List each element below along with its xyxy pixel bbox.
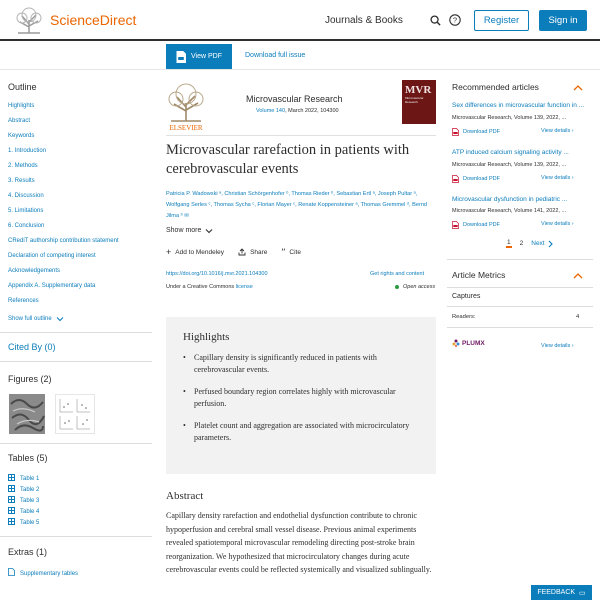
outline-item[interactable]: References (8, 298, 39, 304)
highlight-item: • Perfused boundary region correlates highly with microvascular perfusion. (183, 386, 423, 410)
cover-title: MVR (405, 84, 432, 96)
cite-label: Cite (289, 248, 301, 256)
cite-button[interactable] (281, 247, 301, 257)
figure-thumbnail[interactable] (55, 394, 95, 434)
outline-item[interactable]: 5. Limitations (8, 208, 44, 214)
abstract-text: Capillary density rarefaction and endothelial dysfunction contribute to chronic hypoperfusion and cerebral small vessel disease. Previous animal experiments revealed spatiotemporal microvascular remodeling directing post-stroke brain reorganization. We hypothesized that microcirculatory changes during acute cerebrovascular events could be reflected systemically and visualized sublingually. (166, 511, 432, 574)
outline-item[interactable]: 6. Conclusion (8, 223, 45, 229)
extras-heading: Extras (1) (8, 547, 48, 557)
outline-item[interactable]: CRediT authorship contribution statement (8, 238, 119, 244)
journal-cover-image[interactable] (402, 80, 436, 124)
search-icon[interactable] (430, 15, 441, 26)
chart-thumbnail-image (56, 395, 94, 433)
get-rights-link[interactable]: Get rights and content (370, 271, 425, 277)
plumx-logo[interactable] (452, 339, 485, 347)
sidebar-divider (0, 536, 152, 537)
recommended-download-pdf[interactable] (452, 128, 500, 136)
plus-icon: + (166, 247, 172, 257)
quote-icon: ” (281, 247, 286, 257)
highlights-heading: Highlights (183, 331, 230, 343)
table-icon (8, 496, 15, 503)
outline-item[interactable]: Keywords (8, 133, 35, 139)
outline-item[interactable]: 4. Discussion (8, 193, 44, 199)
recommended-download-pdf[interactable] (452, 221, 500, 229)
pdf-icon (176, 51, 186, 63)
sidebar-divider (447, 327, 593, 328)
svg-text:?: ? (452, 15, 458, 25)
chevron-right-icon: › (571, 221, 574, 227)
chevron-right-icon: › (571, 175, 574, 181)
table-icon (8, 518, 15, 525)
outline-item[interactable]: Abstract (8, 118, 31, 124)
add-to-mendeley-label: Add to Mendeley (175, 248, 225, 256)
table-link[interactable] (8, 496, 39, 504)
view-details-label: View details (541, 175, 571, 181)
show-more-label: Show more (166, 227, 202, 234)
next-page-button[interactable] (531, 240, 552, 248)
outline-item[interactable]: Highlights (8, 103, 35, 109)
outline-item[interactable]: 2. Methods (8, 163, 38, 169)
register-button[interactable]: Register (474, 10, 529, 31)
capillary-image (9, 394, 45, 434)
chevron-down-icon (56, 316, 64, 322)
recommended-article-meta: Microvascular Research, Volume 141, 2022, ... (452, 208, 567, 214)
recommended-article-title[interactable]: ATP induced calcium signaling activity ... (452, 149, 569, 156)
plumx-label: PLUMX (462, 339, 485, 347)
table-link-label: Table 1 (20, 476, 40, 482)
download-pdf-label: Download PDF (463, 176, 500, 182)
author-list[interactable]: Patricia P. Wadowski ᵃ, Christian Schörgenhofer ᵇ, Thomas Rieder ᵇ, Sebastian Ertl ᵃ, Joseph Pultar ᵃ, Wolfgang Serles ᶜ, Thomas Sycha ᶜ, Florian Mayer ᶜ, Renate Koppensteiner ᵃ, Thomas Gremmel ᵈ, Bernd Jilma ᵇ ✉ (166, 191, 428, 219)
sidebar-divider (0, 443, 152, 444)
chevron-right-icon: › (571, 128, 574, 134)
table-icon (8, 507, 15, 514)
recommended-download-pdf[interactable] (452, 175, 500, 183)
figures-heading: Figures (2) (8, 374, 52, 384)
outline-item[interactable]: 3. Results (8, 178, 35, 184)
sidebar-divider (447, 259, 593, 260)
recommended-article-meta: Microvascular Research, Volume 139, 2022, ... (452, 115, 567, 121)
article-header-divider (166, 135, 436, 136)
view-pdf-label: View PDF (191, 53, 222, 60)
elsevier-wordmark: ELSEVIER (169, 124, 203, 132)
volume-link[interactable]: Volume 140 (256, 108, 286, 114)
recommended-heading: Recommended articles (452, 82, 539, 92)
article-metrics-heading: Article Metrics (452, 270, 506, 280)
sidebar-divider (447, 287, 593, 288)
view-pdf-button[interactable] (166, 44, 232, 69)
recommended-article-title[interactable]: Sex differences in microvascular function in ... (452, 102, 585, 109)
show-full-outline-link[interactable] (8, 316, 64, 322)
table-icon (8, 474, 15, 481)
add-to-mendeley-button[interactable] (166, 247, 224, 257)
outline-item[interactable]: Acknowledgements (8, 268, 61, 274)
page-1-button[interactable]: 1 (507, 239, 511, 246)
figure-thumbnail[interactable] (9, 394, 45, 434)
volume-date: , March 2022, 104300 (285, 108, 339, 114)
outline-item[interactable]: 1. Introduction (8, 148, 47, 154)
table-link[interactable] (8, 485, 39, 493)
feedback-label: FEEDBACK (537, 589, 576, 596)
open-access-dot-icon (395, 285, 399, 289)
recommended-article-meta: Microvascular Research, Volume 139, 2022, ... (452, 162, 567, 168)
share-label: Share (250, 248, 268, 256)
table-icon (8, 485, 15, 492)
outline-heading: Outline (8, 82, 37, 92)
pdf-icon (452, 221, 459, 229)
recommended-view-details[interactable] (541, 175, 574, 181)
download-full-issue-link[interactable]: Download full issue (245, 52, 306, 59)
supplementary-tables-link[interactable] (8, 568, 78, 577)
metrics-view-details[interactable] (541, 343, 574, 349)
plumx-icon (452, 339, 460, 347)
sidebar-divider (447, 306, 593, 307)
open-access-badge (395, 284, 435, 290)
view-details-label: View details (541, 221, 571, 227)
table-link-label: Table 4 (20, 509, 40, 515)
table-link[interactable] (8, 518, 39, 526)
chevron-right-icon (548, 240, 553, 248)
page-2-button[interactable]: 2 (519, 240, 524, 247)
table-link-label: Table 5 (20, 520, 40, 526)
supplementary-tables-label: Supplementary tables (20, 571, 79, 577)
cover-subtitle: Microvascular Research (405, 96, 424, 104)
next-label: Next (531, 240, 545, 247)
view-details-label: View details (541, 343, 571, 349)
sign-in-button[interactable]: Sign in (539, 10, 587, 31)
open-access-label: Open access (403, 284, 436, 290)
download-pdf-label: Download PDF (463, 222, 500, 228)
outline-item[interactable]: Declaration of competing interest (8, 253, 96, 259)
readers-count: 4 (576, 314, 580, 320)
license-link[interactable]: license (235, 284, 253, 290)
document-icon (8, 568, 15, 576)
chevron-up-icon[interactable] (573, 84, 583, 91)
chevron-up-icon[interactable] (573, 272, 583, 279)
elsevier-tree-logo[interactable] (14, 6, 44, 34)
captures-label: Captures (452, 293, 481, 300)
recommended-view-details[interactable] (541, 128, 574, 134)
recommended-article-title[interactable]: Microvascular dysfunction in pediatric ... (452, 196, 568, 203)
article-title: Microvascular rarefaction in patients with cerebrovascular events (166, 142, 410, 177)
sidebar-divider (0, 332, 152, 333)
feedback-button[interactable] (531, 585, 592, 600)
table-link[interactable] (8, 474, 39, 482)
view-details-label: View details (541, 128, 571, 134)
highlight-item: • Capillary density is significantly reduced in patients with cerebrovascular events. (183, 352, 423, 376)
journal-volume (256, 108, 339, 114)
doi-link[interactable]: https://doi.org/10.1016/j.mvr.2021.104300 (166, 271, 268, 277)
license-statement (166, 284, 253, 290)
sidebar-divider (0, 361, 152, 362)
elsevier-journal-logo[interactable] (166, 79, 206, 132)
sciencedirect-brand-link[interactable]: ScienceDirect (50, 12, 137, 28)
abstract-heading: Abstract (166, 490, 204, 502)
table-link-label: Table 3 (20, 498, 40, 504)
recommended-view-details[interactable] (541, 221, 574, 227)
license-prefix: Under a Creative Commons (166, 284, 236, 290)
show-full-outline-label: Show full outline (8, 316, 52, 322)
cited-by-link[interactable]: Cited By (0) (8, 342, 56, 352)
table-link-label: Table 2 (20, 487, 40, 493)
tables-heading: Tables (5) (8, 453, 48, 463)
share-icon (238, 248, 246, 256)
outline-item[interactable]: Appendix A. Supplementary data (8, 283, 96, 289)
chat-icon: ▭ (579, 589, 586, 597)
show-more-button[interactable] (166, 227, 213, 234)
article-actions (166, 247, 301, 257)
journal-name-link[interactable]: Microvascular Research (246, 94, 343, 104)
download-pdf-label: Download PDF (463, 129, 500, 135)
pdf-icon (452, 175, 459, 183)
share-button[interactable] (238, 247, 267, 257)
help-icon[interactable] (449, 14, 461, 26)
chevron-down-icon (205, 228, 213, 234)
pdf-icon (452, 128, 459, 136)
table-link[interactable] (8, 507, 39, 515)
recommended-pagination (506, 239, 553, 248)
chevron-right-icon: › (571, 343, 574, 349)
journals-books-link[interactable]: Journals & Books (325, 15, 403, 26)
readers-label: Readers: (452, 314, 476, 320)
highlight-item: • Platelet count and aggregation are associated with microcirculatory parameters. (183, 420, 423, 444)
